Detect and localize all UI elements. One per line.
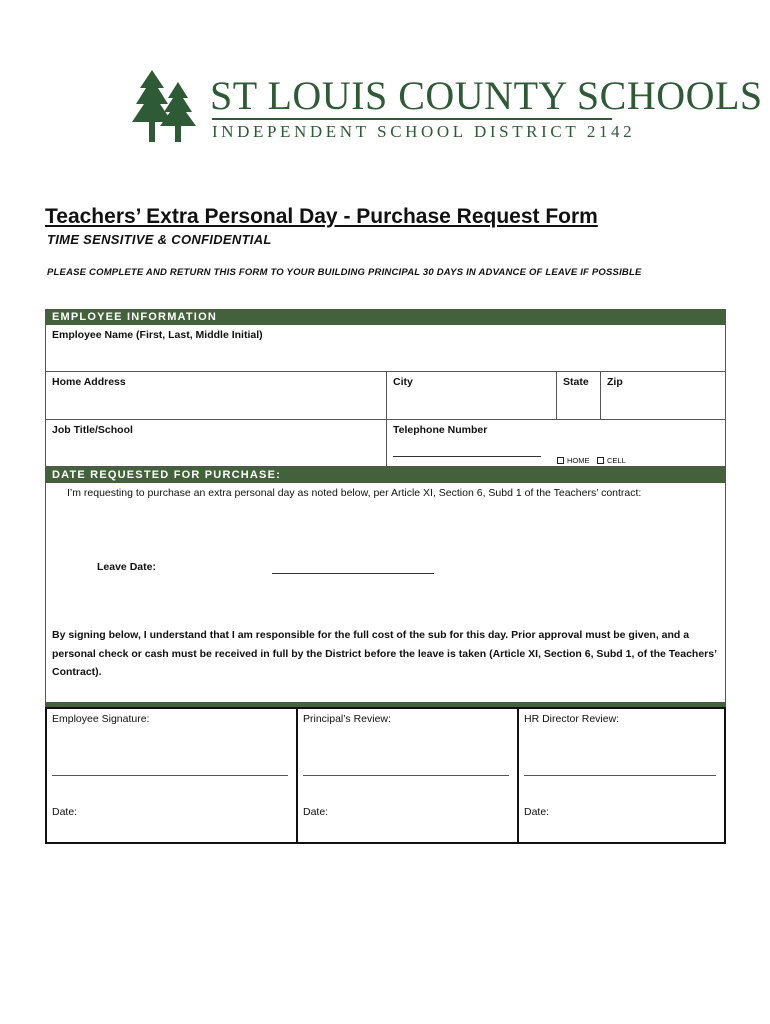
city-field[interactable]: [386, 372, 556, 419]
employee-date-label: Date:: [52, 806, 78, 818]
state-field[interactable]: [556, 372, 600, 419]
state-label: State: [563, 376, 589, 388]
employee-name-field[interactable]: Employee Name (First, Last, Middle Initial): [52, 329, 263, 341]
employee-signature-cell[interactable]: [47, 709, 296, 842]
logo-district-subtitle: INDEPENDENT SCHOOL DISTRICT 2142: [212, 122, 636, 141]
home-phone-label: HOME: [567, 456, 590, 465]
telephone-label: Telephone Number: [393, 424, 488, 436]
hr-director-review-label: HR Director Review:: [524, 713, 620, 725]
employee-section-header: EMPLOYEE INFORMATION: [45, 309, 726, 325]
telephone-line: [393, 456, 541, 457]
acknowledgement-text: By signing below, I understand that I am responsible for the full cost of the sub for this day. Prior approval must be given, and a personal check or cash must be received in full by the District before the leave is taken (Article XI, Section 6, Subd 1, of the Teachers’ Contract).: [52, 629, 717, 678]
leave-date-label: Leave Date:: [97, 561, 156, 573]
form-title: Teachers’ Extra Personal Day - Purchase Request Form: [45, 205, 598, 228]
cell-phone-checkbox[interactable]: [597, 456, 626, 465]
home-phone-checkbox[interactable]: [557, 456, 590, 465]
job-title-label: Job Title/School: [52, 424, 133, 436]
request-form: [45, 309, 726, 844]
principal-signature-line: [303, 775, 509, 776]
checkbox-icon: [557, 457, 564, 464]
home-address-field[interactable]: [46, 372, 386, 419]
hr-director-date-label: Date:: [524, 806, 550, 818]
leave-date-field[interactable]: [272, 573, 434, 574]
telephone-field[interactable]: [386, 420, 725, 466]
employee-signature-line: [52, 775, 288, 776]
request-statement: I’m requesting to purchase an extra personal day as noted below, per Article XI, Section 6, Subd 1 of the Teachers’ contract:: [67, 487, 642, 499]
form-subtitle: TIME SENSITIVE & CONFIDENTIAL: [47, 232, 272, 247]
form-instructions: PLEASE COMPLETE AND RETURN THIS FORM TO YOUR BUILDING PRINCIPAL 30 DAYS IN ADVANCE OF LEAVE IF POSSIBLE: [47, 267, 642, 278]
logo-divider: [212, 118, 612, 120]
zip-label: Zip: [607, 376, 623, 388]
home-address-label: Home Address: [52, 376, 126, 388]
city-label: City: [393, 376, 413, 388]
zip-field[interactable]: [600, 372, 725, 419]
principal-review-label: Principal’s Review:: [303, 713, 391, 725]
employee-signature-label: Employee Signature:: [52, 713, 150, 725]
principal-review-cell[interactable]: [296, 709, 517, 842]
pine-trees-icon: [132, 68, 202, 144]
principal-date-label: Date:: [303, 806, 329, 818]
signature-table: [45, 707, 726, 844]
employee-name-row: [45, 325, 726, 372]
job-title-field[interactable]: [46, 420, 386, 466]
district-logo: [132, 66, 763, 146]
date-section-header: DATE REQUESTED FOR PURCHASE:: [45, 467, 726, 483]
logo-district-name: ST LOUIS COUNTY SCHOOLS: [210, 73, 763, 118]
address-row: [45, 372, 726, 420]
job-phone-row: [45, 420, 726, 467]
hr-director-review-cell[interactable]: [517, 709, 724, 842]
checkbox-icon: [597, 457, 604, 464]
hr-director-signature-line: [524, 775, 716, 776]
date-requested-section: [45, 483, 726, 702]
cell-phone-label: CELL: [607, 456, 626, 465]
